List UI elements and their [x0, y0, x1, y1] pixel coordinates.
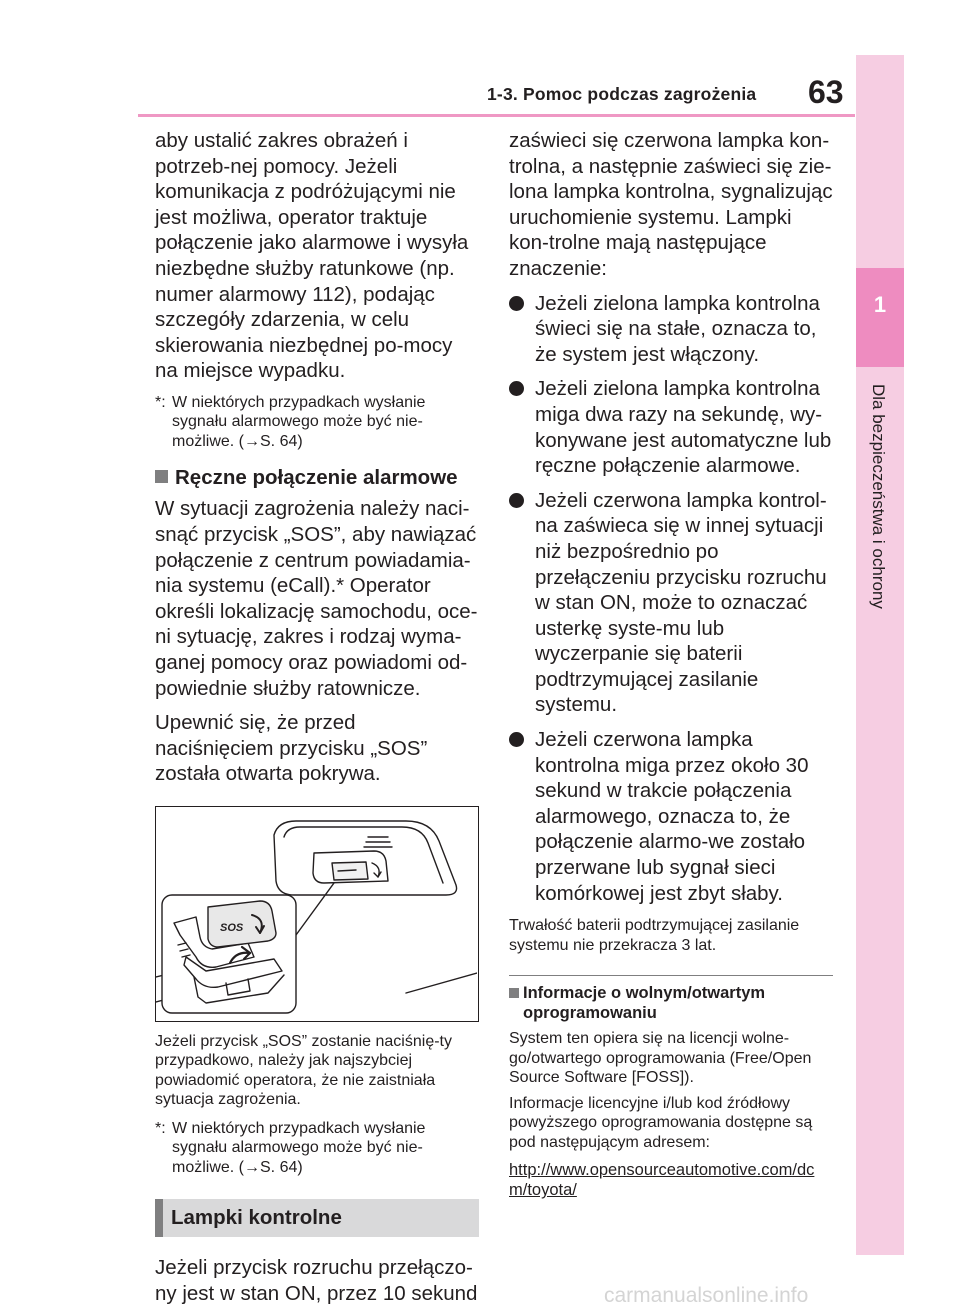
manual-call-heading	[155, 465, 479, 490]
section-heading-lamps: Lampki kontrolne	[155, 1199, 479, 1237]
page-number: 63	[808, 74, 844, 110]
square-bullet-icon	[155, 470, 168, 483]
section-title: 1-3. Pomoc podczas zagrożenia	[487, 84, 757, 104]
list-item	[509, 488, 833, 718]
left-column	[155, 128, 479, 1307]
divider	[509, 975, 833, 976]
list-item	[509, 291, 833, 368]
footnote-marker: *:	[155, 1119, 166, 1137]
figure-caption: Jeżeli przycisk „SOS” zostanie naciśnię-ty przypadkowo, należy jak najszybciej powiadomić operatora, że nie zaistniała sytuacja zagrożenia.	[155, 1032, 452, 1109]
bullet-icon	[509, 296, 524, 311]
list-item	[509, 727, 833, 906]
watermark: carmanualsonline.info	[604, 1284, 809, 1307]
list-item-text: Jeżeli czerwona lampka kontrol-na zaświeca się w innej sytuacji niż bezpośrednio po przełączeniu przycisku rozruchu w stan ON, może to oznaczać usterkę syste-mu lub wyczerpanie się baterii podtrzymującej zasilanie systemu.	[535, 488, 827, 717]
info-heading-text: Informacje o wolnym/otwartym oprogramowaniu	[523, 984, 766, 1022]
list-item-text: Jeżeli czerwona lampka kontrolna miga przez około 30 sekund w trakcie połączenia alarmowego, oznacza to, że połączenie alarmo-we zostało przerwane lub sygnał sieci komórkowej jest zbyt słaby.	[535, 728, 809, 905]
footnote	[155, 393, 479, 452]
footnote	[155, 1119, 479, 1178]
battery-note: Trwałość baterii podtrzymującej zasilanie systemu nie przekracza 3 lat.	[509, 917, 800, 954]
paragraph: Informacje licencyjne i/lub kod źródłowy powyższego oprogramowania dostępne są pod następującym adresem:	[509, 1094, 813, 1151]
info-heading	[509, 984, 833, 1023]
paragraph: Upewnić się, że przed naciśnięciem przycisku „SOS” została otwarta pokrywa.	[155, 711, 428, 786]
footnote-text: W niektórych przypadkach wysłanie sygnału alarmowego może być nie-możliwe. (→S. 64)	[172, 393, 426, 450]
bullet-icon	[509, 381, 524, 396]
chapter-tab-strip	[856, 55, 904, 1255]
paragraph: W sytuacji zagrożenia należy naci-snąć przycisk „SOS”, aby nawiązać połączenie z centrum powiadamia-nia systemu (eCall).* Operator określi lokalizację samochodu, oce-ni sytuację, zakres i rodzaj wyma-ganej pomocy oraz powiadomi od-powiednie służby ratownicze.	[155, 497, 478, 700]
footnote-marker: *:	[155, 393, 166, 411]
sos-button-illustration	[155, 806, 479, 1022]
header-rule	[138, 114, 855, 117]
list-item-text: Jeżeli zielona lampka kontrolna świeci się na stałe, oznacza to, że system jest włączony.	[535, 291, 820, 366]
paragraph: zaświeci się czerwona lampka kon-trolna, a następnie zaświeci się zie-lona lampka kontrolna, sygnalizując uruchomienie systemu. Lampki kon-trolne mają następujące znaczenie:	[509, 129, 833, 280]
footnote-text: W niektórych przypadkach wysłanie sygnału alarmowego może być nie-możliwe. (→S. 64)	[172, 1119, 426, 1176]
chapter-label: Dla bezpieczeństwa i ochrony	[869, 384, 888, 609]
right-column	[509, 128, 833, 1200]
manual-call-heading-text: Ręczne połączenie alarmowe	[175, 466, 458, 490]
square-bullet-icon	[509, 988, 519, 998]
overhead-console-drawing	[156, 807, 477, 1020]
chapter-number: 1	[873, 292, 887, 317]
paragraph: System ten opiera się na licencji wolne-go/otwartego oprogramowania (Free/Open Source Software [FOSS]).	[509, 1030, 812, 1087]
list-item	[509, 376, 833, 478]
list-item-text: Jeżeli zielona lampka kontrolna miga dwa razy na sekundę, wy-konywane jest automatyczne lub ręczne połączenie alarmowe.	[535, 377, 832, 478]
bullet-icon	[509, 732, 524, 747]
link-wrapper	[509, 1160, 829, 1200]
paragraph: aby ustalić zakres obrażeń i potrzeb-nej pomocy. Jeżeli komunikacja z podróżującymi nie jest możliwa, operator traktuje połączenie jako alarmowe i wysyła niezbędne służby ratunkowe (np. numer alarmowy 112), podając szczegóły zdarzenia, w celu skierowania niezbędnej po-mocy na miejsce wypadku.	[155, 129, 469, 383]
foss-link[interactable]: http://www.opensourceautomotive.com/dcm/toyota/	[509, 1161, 815, 1200]
sos-button-label: SOS	[220, 921, 244, 934]
bullet-icon	[509, 493, 524, 508]
paragraph: Jeżeli przycisk rozruchu przełączo-ny jest w stan ON, przez 10 sekund	[155, 1256, 478, 1306]
